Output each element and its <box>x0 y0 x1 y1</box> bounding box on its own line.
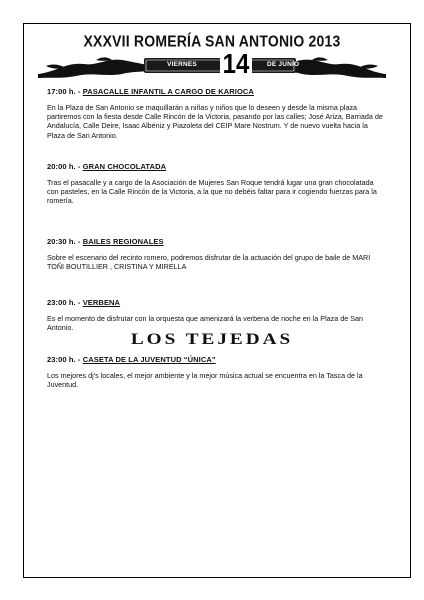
event-name: GRAN CHOCOLATADA <box>82 162 167 171</box>
event-heading <box>47 237 387 246</box>
event-name: PASACALLE INFANTIL A CARGO DE KARIOCA <box>82 87 254 96</box>
event-name: VERBENA <box>82 298 121 307</box>
event-description: Es el momento de disfrutar con la orquesta que amenizará la verbena de noche en la Plaza de San Antonio. <box>47 314 364 333</box>
event-item <box>47 355 387 389</box>
banner-ribbon <box>36 50 388 82</box>
event-description: Sobre el escenario del recinto romero, podremos disfrutar de la actuación del grupo de baile de MARI TOÑI BOUTILLIER , CRISTINA Y MIRELLA <box>47 253 371 272</box>
band-name: LOS TEJEDAS <box>130 331 294 348</box>
event-heading <box>47 298 387 307</box>
event-heading <box>47 162 387 171</box>
banner-day-name: VIERNES <box>167 61 197 68</box>
event-heading <box>47 87 387 96</box>
date-banner <box>36 50 388 82</box>
event-description: En la Plaza de San Antonio se maquillarán a niñas y niños que lo deseen y desde la misma plaza partiremos con la fiesta desde Calle Rincón de la Victoria, pasando por las calles; José Ariza, Barriada de Andalucía, Calle Deire, Isaac Albéniz y Piazoleta del CEIP Mare Nostrum. Y de nuevo vuelta hacia la Plaza de San Antonio. <box>47 103 383 140</box>
event-time: 17:00 h. - <box>47 87 81 96</box>
event-time: 23:00 h. - <box>47 355 81 364</box>
event-time: 20:30 h. - <box>47 237 81 246</box>
banner-day-number: 14 <box>222 48 250 80</box>
event-heading <box>47 355 387 364</box>
page-title: XXXVII ROMERÍA SAN ANTONIO 2013 <box>83 32 341 50</box>
event-item <box>47 162 387 206</box>
event-name: CASETA DE LA JUVENTUD “ÚNICA” <box>82 355 216 364</box>
event-description: Tras el pasacalle y a cargo de la Asociación de Mujeres San Roque tendrá lugar una gran chocolatada con pasteles, en la Calle Rincón de la Victoria, a la que no debéis faltar para ir cogiendo fuerzas para la romería. <box>47 178 377 206</box>
event-item <box>47 298 387 332</box>
event-time: 23:00 h. - <box>47 298 81 307</box>
banner-month: DE JUNIO <box>267 61 300 68</box>
event-name: BAILES REGIONALES <box>82 237 164 246</box>
event-item <box>47 237 387 271</box>
event-item <box>47 87 387 140</box>
event-description: Los mejores dj's locales, el mejor ambiente y la mejor música actual se encuentra en la Tasca de la Juventud. <box>47 371 363 390</box>
event-time: 20:00 h. - <box>47 162 81 171</box>
